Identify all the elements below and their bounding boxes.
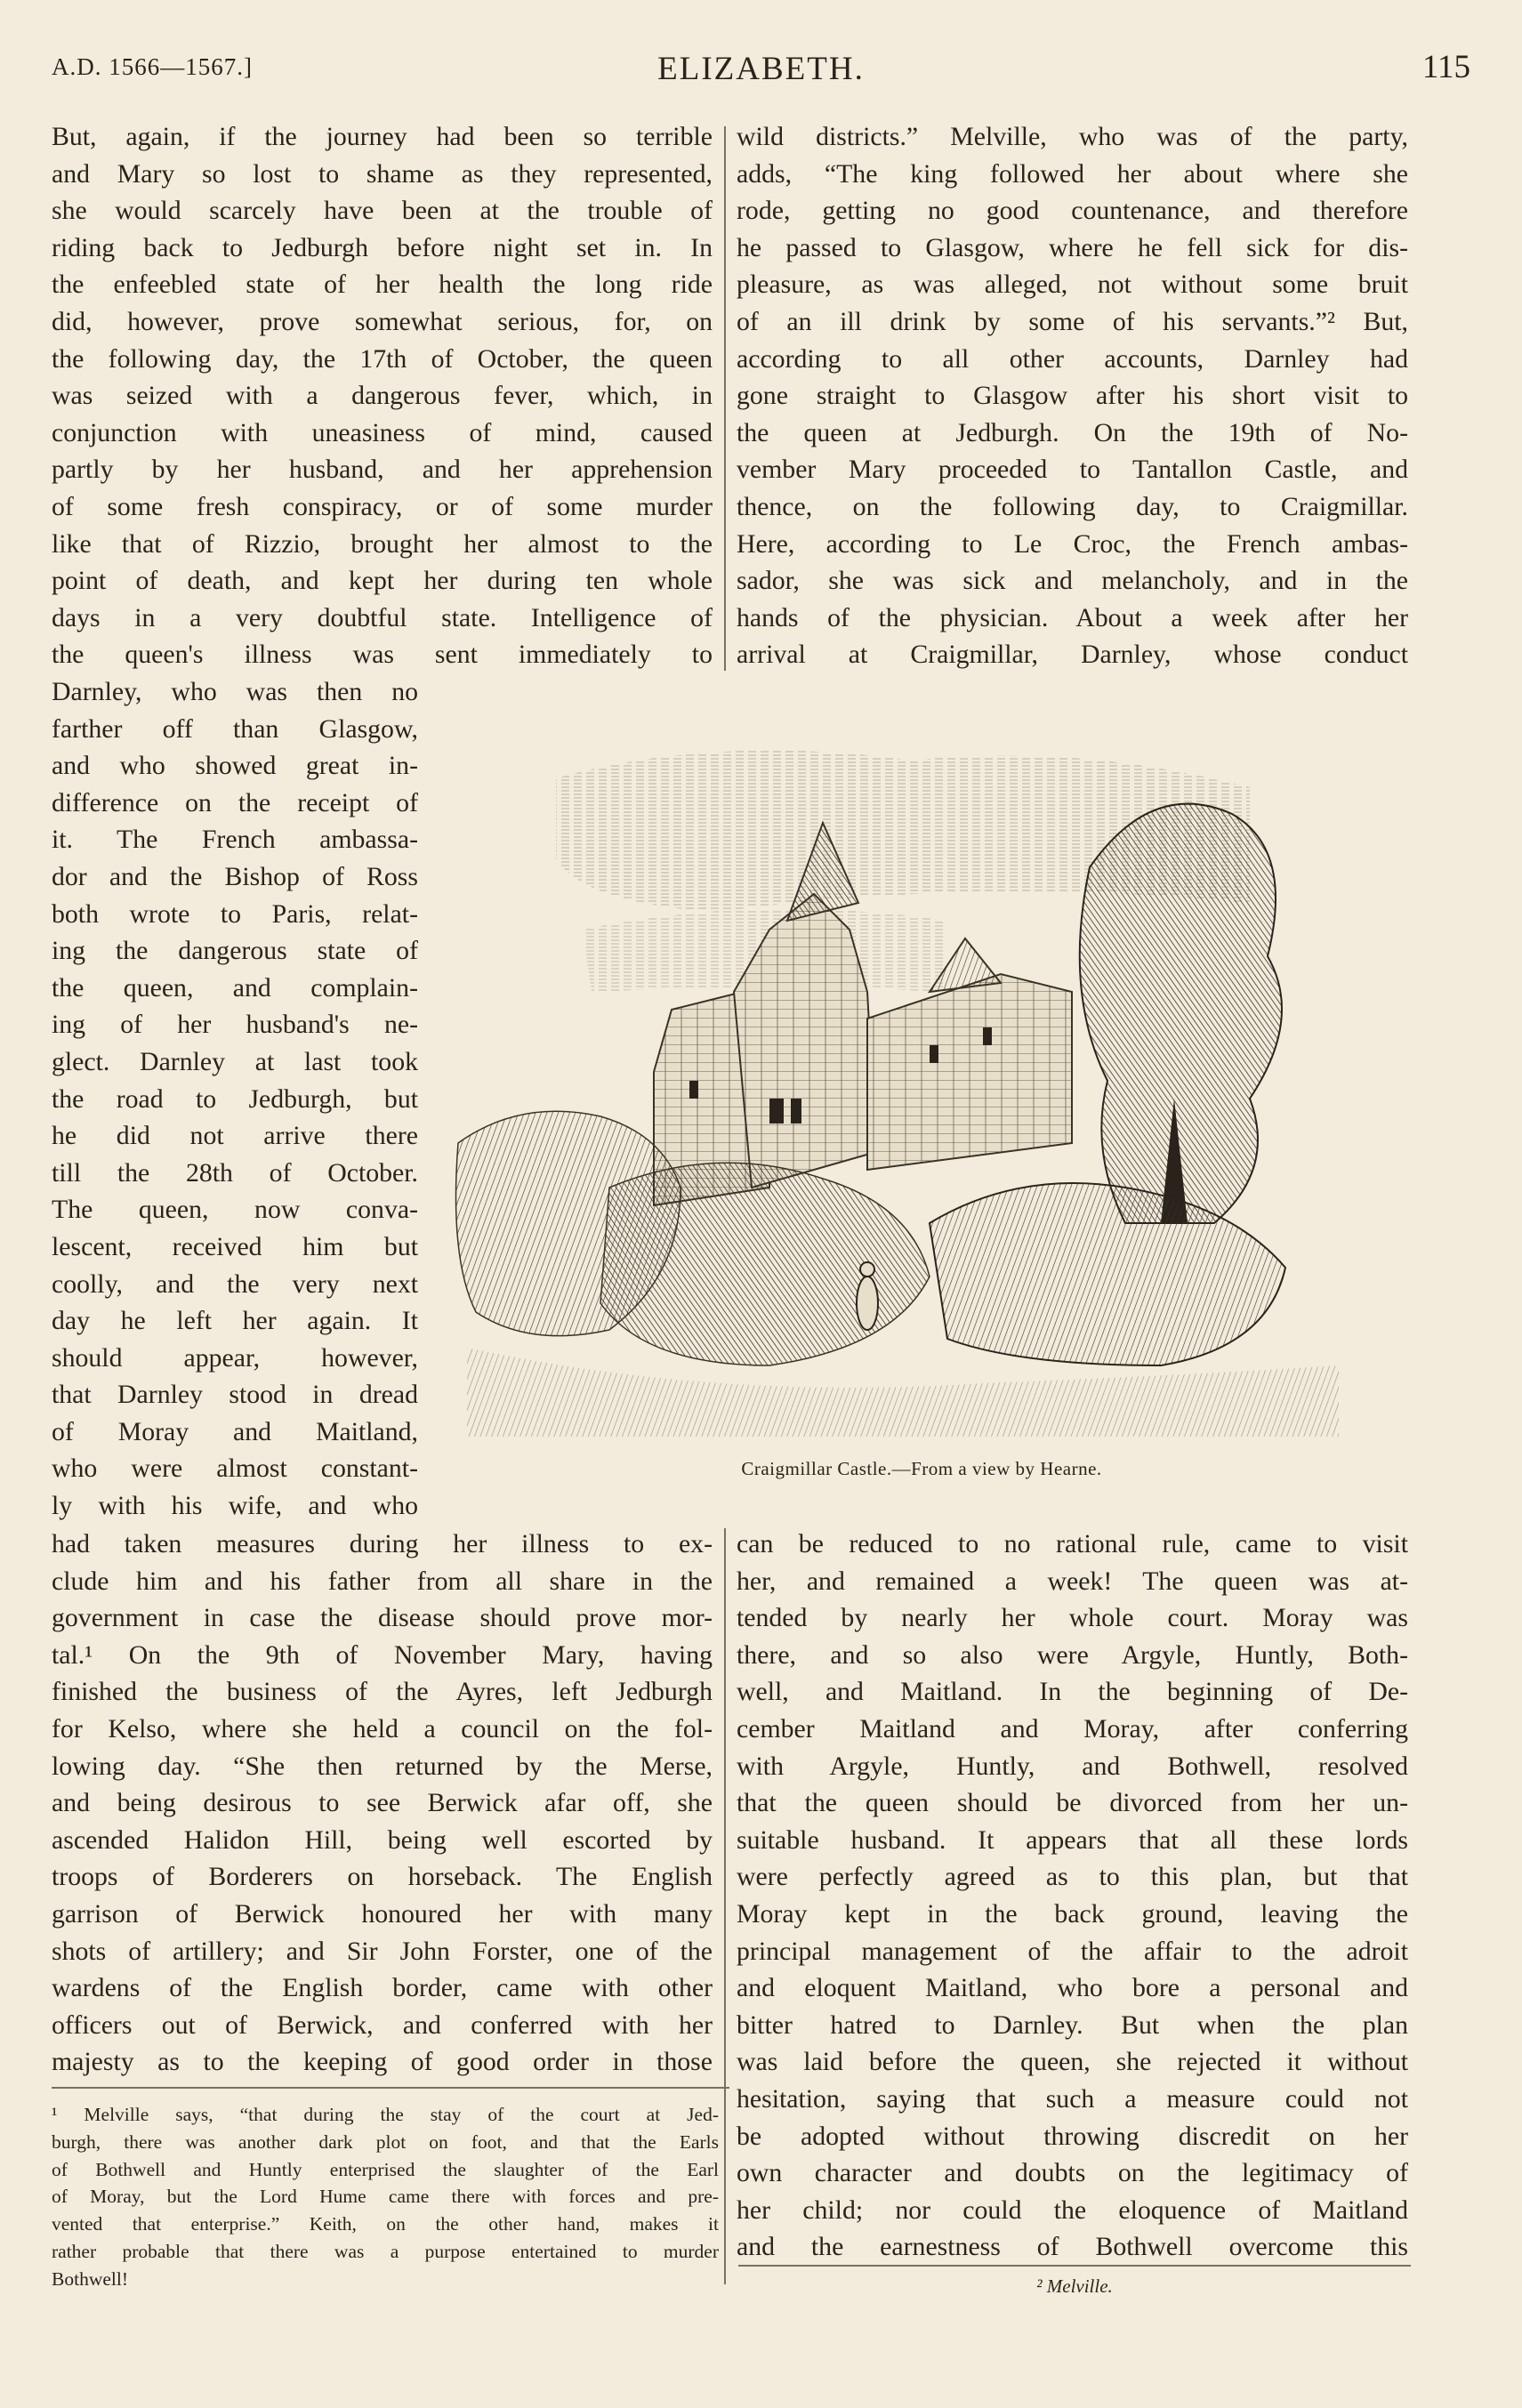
text-line: lowing day. “She then returned by the Merse, (52, 1751, 713, 1781)
text-line: hands of the physician. About a week after her (737, 602, 1408, 632)
text-line: shots of artillery; and Sir John Forster, one of the (52, 1936, 713, 1966)
text-line: dor and the Bishop of Ross (52, 861, 418, 891)
text-line: be adopted without throwing discredit on her (737, 2121, 1408, 2151)
text-line: wardens of the English border, came with other (52, 1973, 713, 2003)
text-line: vember Mary proceeded to Tantallon Castle, and (737, 455, 1408, 485)
window (769, 1099, 784, 1123)
column-rule-top (724, 126, 726, 671)
text-line: the following day, the 17th of October, the queen (52, 343, 713, 374)
text-line: days in a very doubtful state. Intelligence of (52, 602, 713, 632)
text-line: of Moray and Maitland, (52, 1416, 418, 1446)
rocks-right (930, 1183, 1285, 1365)
text-line: tal.¹ On the 9th of November Mary, having (52, 1639, 713, 1670)
running-header (52, 46, 1470, 91)
text-line: of an ill drink by some of his servants.”² But, (737, 306, 1408, 336)
text-line: gone straight to Glasgow after his short visit to (737, 381, 1408, 411)
text-line: of some fresh conspiracy, or of some murder (52, 491, 713, 521)
text-line: Darnley, who was then no (52, 677, 418, 706)
text-line: difference on the receipt of (52, 787, 418, 817)
text-line: partly by her husband, and her apprehension (52, 455, 713, 485)
text-line: with Argyle, Huntly, and Bothwell, resolved (737, 1751, 1408, 1781)
text-line: officers out of Berwick, and conferred with her (52, 2009, 713, 2040)
text-line: who were almost constant- (52, 1454, 418, 1484)
footnote-right: ² Melville. (1036, 2275, 1113, 2297)
text-line: pleasure, as was alleged, not without some bruit (737, 270, 1408, 300)
text-line: Bothwell! (52, 2267, 128, 2290)
text-line: government in case the disease should prove mor- (52, 1603, 713, 1633)
text-line: rode, getting no good countenance, and therefore (737, 196, 1408, 226)
text-line: had taken measures during her illness to ex- (52, 1529, 713, 1558)
text-line: well, and Maitland. In the beginning of De- (737, 1677, 1408, 1707)
footnote-rule-right (738, 2265, 1411, 2267)
text-line: he passed to Glasgow, where he fell sick for dis- (737, 232, 1408, 262)
text-line: were perfectly agreed as to this plan, but that (737, 1862, 1408, 1892)
text-line: Moray kept in the back ground, leaving the (737, 1898, 1408, 1929)
text-line: that the queen should be divorced from her un- (737, 1788, 1408, 1818)
left-column-top-text (52, 118, 713, 673)
header-date-range: A.D. 1566—1567.] (52, 53, 253, 80)
text-line: bitter hatred to Darnley. But when the plan (737, 2009, 1408, 2040)
text-line: garrison of Berwick honoured her with many (52, 1898, 713, 1929)
right-column-top-text (737, 118, 1408, 673)
text-line: according to all other accounts, Darnley had (737, 343, 1408, 374)
text-line: like that of Rizzio, brought her almost to the (52, 528, 713, 559)
text-line: it. The French ambassa- (52, 825, 418, 855)
text-line: tended by nearly her whole court. Moray was (737, 1603, 1408, 1633)
illustration-caption: Craigmillar Castle.—From a view by Hearne. (741, 1458, 1102, 1479)
text-line: suitable husband. It appears that all these lords (737, 1824, 1408, 1855)
text-line: adds, “The king followed her about where she (737, 158, 1408, 189)
text-line: for Kelso, where she held a council on the fol- (52, 1713, 713, 1744)
text-line: clude him and his father from all share in the (52, 1566, 713, 1596)
text-line: the queen, and complain- (52, 972, 418, 1003)
figure (857, 1276, 878, 1330)
text-line: of Moray, but the Lord Hume came there with forces and pre- (52, 2186, 719, 2208)
text-line: thence, on the following day, to Craigmillar. (737, 491, 1408, 521)
text-line: day he left her again. It (52, 1306, 418, 1336)
text-line: coolly, and the very next (52, 1268, 418, 1299)
text-line: was laid before the queen, she rejected it without (737, 2047, 1408, 2077)
craigmillar-castle-illustration (449, 725, 1401, 1437)
left-column-bottom-text (52, 1526, 713, 2081)
text-line: did, however, prove somewhat serious, for, on (52, 306, 713, 336)
window (983, 1027, 992, 1045)
text-line: vented that enterprise.” Keith, on the other hand, makes it (52, 2213, 719, 2235)
text-line: she would scarcely have been at the trouble of (52, 196, 713, 226)
right-column-bottom-text (737, 1526, 1408, 2266)
text-line: till the 28th of October. (52, 1157, 418, 1188)
text-line: cember Maitland and Moray, after conferring (737, 1713, 1408, 1744)
text-line: own character and doubts on the legitimacy of (737, 2158, 1408, 2188)
text-line: finished the business of the Ayres, left Jedburgh (52, 1677, 713, 1707)
text-line: ing the dangerous state of (52, 936, 418, 966)
text-line: the road to Jedburgh, but (52, 1083, 418, 1114)
text-line: there, and so also were Argyle, Huntly, Both- (737, 1639, 1408, 1670)
text-line: ascended Halidon Hill, being well escorted by (52, 1824, 713, 1855)
text-line: burgh, there was another dark plot on foot, and that the Earls (52, 2130, 719, 2153)
text-line: and who showed great in- (52, 751, 418, 781)
text-line: ing of her husband's ne- (52, 1010, 418, 1040)
text-line: her child; nor could the eloquence of Maitland (737, 2195, 1408, 2225)
text-line: he did not arrive there (52, 1121, 418, 1151)
figure-head (860, 1262, 874, 1276)
text-line: of Bothwell and Huntly enterprised the slaughter of the Earl (52, 2158, 719, 2180)
column-rule-bottom (724, 1528, 726, 2284)
ground (467, 1348, 1339, 1437)
text-line: arrival at Craigmillar, Darnley, whose conduct (737, 640, 1408, 670)
text-line: the queen's illness was sent immediately to (52, 640, 713, 670)
header-title: ELIZABETH. (657, 51, 865, 87)
text-line: and being desirous to see Berwick afar off, she (52, 1788, 713, 1818)
text-line: riding back to Jedburgh before night set in. In (52, 232, 713, 262)
text-line: rather probable that there was a purpose entertained to murder (52, 2240, 719, 2262)
text-line: that Darnley stood in dread (52, 1380, 418, 1410)
text-line: ¹ Melville says, “that during the stay of the court at Jed- (52, 2104, 719, 2125)
text-line: and eloquent Maitland, who bore a personal and (737, 1973, 1408, 2003)
text-line: wild districts.” Melville, who was of the party, (737, 122, 1408, 151)
text-line: conjunction with uneasiness of mind, caused (52, 417, 713, 447)
text-line: both wrote to Paris, relat- (52, 898, 418, 929)
text-line: troops of Borderers on horseback. The English (52, 1862, 713, 1892)
window (689, 1081, 698, 1099)
foliage-center (600, 1163, 930, 1365)
footnote-left (52, 2101, 719, 2293)
text-line: and Mary so lost to shame as they represented, (52, 158, 713, 189)
text-line: the enfeebled state of her health the long ride (52, 270, 713, 300)
text-line: Here, according to Le Croc, the French ambas- (737, 528, 1408, 559)
page-number: 115 (1421, 49, 1470, 85)
text-line: principal management of the affair to the adroit (737, 1936, 1408, 1966)
text-line: and the earnestness of Bothwell overcome this (737, 2232, 1408, 2262)
text-line: point of death, and kept her during ten whole (52, 566, 713, 596)
window (930, 1045, 938, 1063)
text-line: was seized with a dangerous fever, which, in (52, 381, 713, 411)
text-line: The queen, now conva- (52, 1195, 418, 1225)
text-line: farther off than Glasgow, (52, 713, 418, 744)
window (791, 1099, 801, 1123)
text-line: sador, she was sick and melancholy, and in the (737, 566, 1408, 596)
text-line: hesitation, saying that such a measure could not (737, 2083, 1408, 2114)
text-line: the queen at Jedburgh. On the 19th of No- (737, 417, 1408, 447)
text-line: majesty as to the keeping of good order in those (52, 2047, 713, 2077)
keep-right (867, 974, 1072, 1170)
text-line: should appear, however, (52, 1342, 418, 1373)
text-line: glect. Darnley at last took (52, 1046, 418, 1076)
text-line: lescent, received him but (52, 1231, 418, 1261)
footnote-rule-left (52, 2087, 729, 2089)
text-line: ly with his wife, and who (52, 1491, 418, 1521)
left-column-wrapped-text (52, 673, 418, 1525)
text-line: her, and remained a week! The queen was at- (737, 1566, 1408, 1596)
text-line: But, again, if the journey had been so terrible (52, 122, 713, 151)
text-line: can be reduced to no rational rule, came to visit (737, 1529, 1408, 1558)
